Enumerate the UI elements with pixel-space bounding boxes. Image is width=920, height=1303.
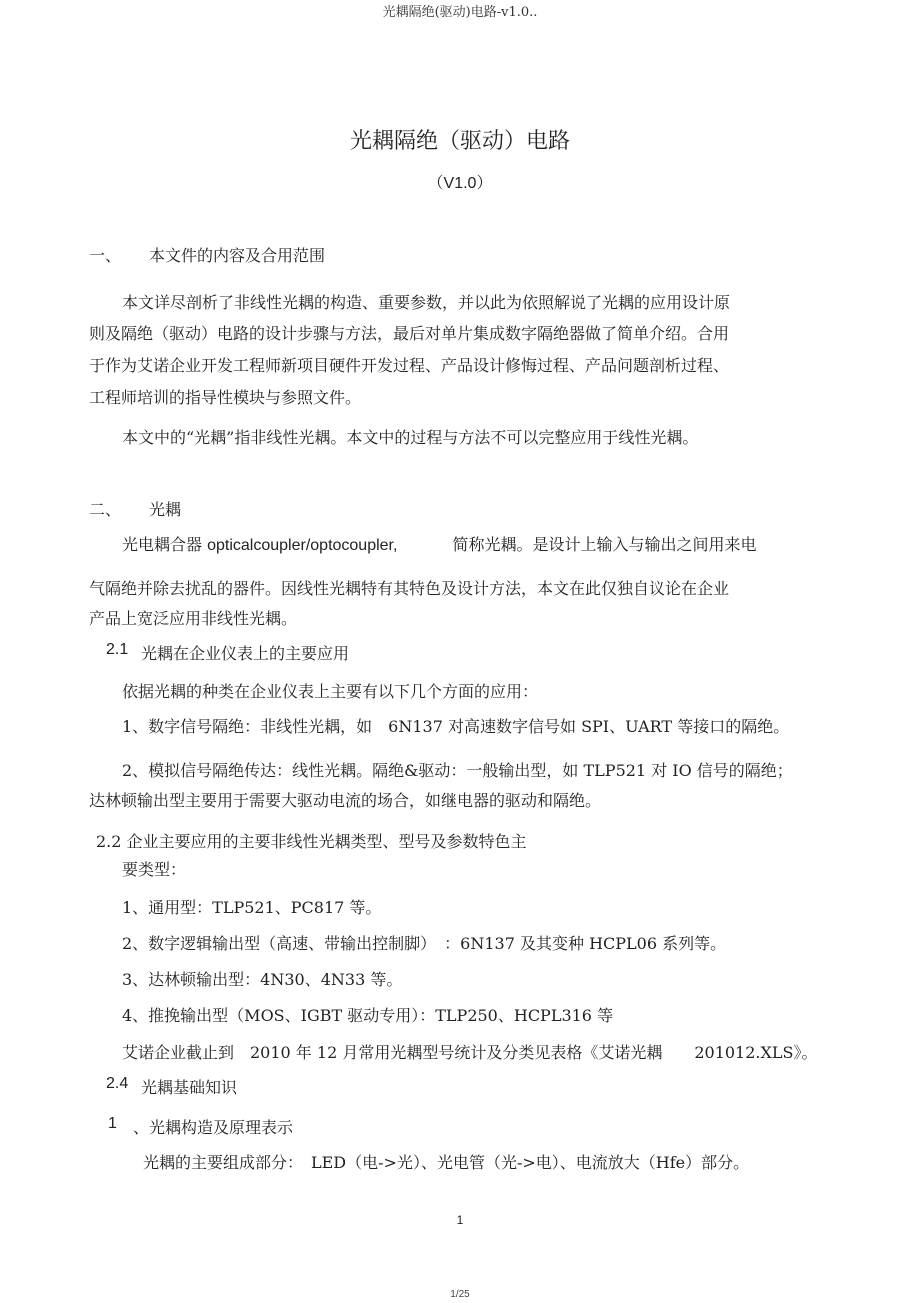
section-2-intro-line1 — [122, 532, 756, 555]
intro-latin-term: opticalcoupler/optocoupler, — [207, 537, 398, 554]
subsection-2-2-heading-cont: 要类型： — [122, 860, 187, 879]
running-header: 光耦隔绝(驱动)电路-v1.0.. — [382, 5, 538, 20]
application-item-2-line2: 达林顿输出型主要用于需要大驱动电流的场合，如继电器的驱动和隔绝。 — [89, 791, 602, 810]
page-number: 1 — [456, 1213, 464, 1227]
section-1-number: 一、 — [89, 246, 122, 265]
optocoupler-type-2: 2、数字逻辑输出型（高速、带输出控制脚） ：6N137 及其变种 HCPL06 系列等。 — [122, 934, 727, 953]
section-1-para1-line3: 于作为艾诺企业开发工程师新项目硬件开发过程、产品设计修悔过程、产品问题剖析过程、 — [89, 356, 730, 375]
application-item-2-line1: 2、模拟信号隔绝传达：线性光耦。隔绝&驱动：一般输出型，如 TLP521 对 IO 信号的隔绝； — [122, 761, 793, 780]
section-1-heading: 本文件的内容及合用范围 — [149, 246, 326, 265]
subsection-2-1-heading: 光耦在企业仪表上的主要应用 — [141, 644, 350, 663]
optocoupler-type-1: 1、通用型：TLP521、PC817 等。 — [122, 898, 382, 917]
subsection-2-4-heading: 光耦基础知识 — [141, 1078, 238, 1097]
subsection-2-1-intro: 依据光耦的种类在企业仪表上主要有以下几个方面的应用： — [122, 682, 539, 701]
page-counter: 1/25 — [450, 1289, 470, 1300]
item-structure-heading: 、光耦构造及原理表示 — [133, 1118, 294, 1137]
item-structure-number: 1 — [108, 1115, 117, 1132]
optocoupler-type-3: 3、达林顿输出型：4N30、4N33 等。 — [122, 970, 403, 989]
section-2-number: 二、 — [89, 500, 122, 519]
item-structure-text: 光耦的主要组成部分： LED（电->光）、光电管（光->电）、电流放大（Hfe）部分。 — [143, 1153, 750, 1172]
section-2-heading: 光耦 — [149, 500, 182, 519]
document-title: 光耦隔绝（驱动）电路 — [349, 129, 570, 154]
application-item-1: 1、数字信号隔绝：非线性光耦，如 6N137 对高速数字信号如 SPI、UART 等接口的隔绝。 — [122, 717, 790, 736]
subsection-2-1-number: 2.1 — [106, 641, 129, 658]
document-version: （V1.0） — [427, 175, 493, 192]
section-2-intro-line2: 气隔绝并除去扰乱的器件。因线性光耦特有其特色及设计方法，本文在此仅独自议论在企业 — [89, 579, 730, 598]
intro-suffix: 简称光耦。是设计上输入与输出之间用来电 — [452, 535, 757, 554]
section-1-para2: 本文中的“光耦”指非线性光耦。本文中的过程与方法不可以完整应用于线性光耦。 — [122, 428, 699, 447]
subsection-2-2-heading: 2.2 企业主要应用的主要非线性光耦类型、型号及参数特色主 — [96, 832, 527, 851]
section-1-para1-line1: 本文详尽剖析了非线性光耦的构造、重要参数，并以此为依照解说了光耦的应用设计原 — [122, 293, 731, 312]
intro-prefix: 光电耦合器 — [122, 535, 208, 554]
section-2-intro-line3: 产品上宽泛应用非线性光耦。 — [89, 609, 298, 628]
subsection-2-4-number: 2.4 — [106, 1075, 129, 1092]
statistics-note: 艾诺企业截止到 2010 年 12 月常用光耦型号统计及分类见表格《艾诺光耦 201012.XLS》。 — [122, 1043, 818, 1062]
section-1-para1-line2: 则及隔绝（驱动）电路的设计步骤与方法，最后对单片集成数字隔绝器做了简单介绍。合用 — [89, 324, 730, 343]
section-1-para1-line4: 工程师培训的指导性模块与参照文件。 — [89, 388, 362, 407]
optocoupler-type-4: 4、推挽输出型（MOS、IGBT 驱动专用）：TLP250、HCPL316 等 — [122, 1006, 614, 1025]
